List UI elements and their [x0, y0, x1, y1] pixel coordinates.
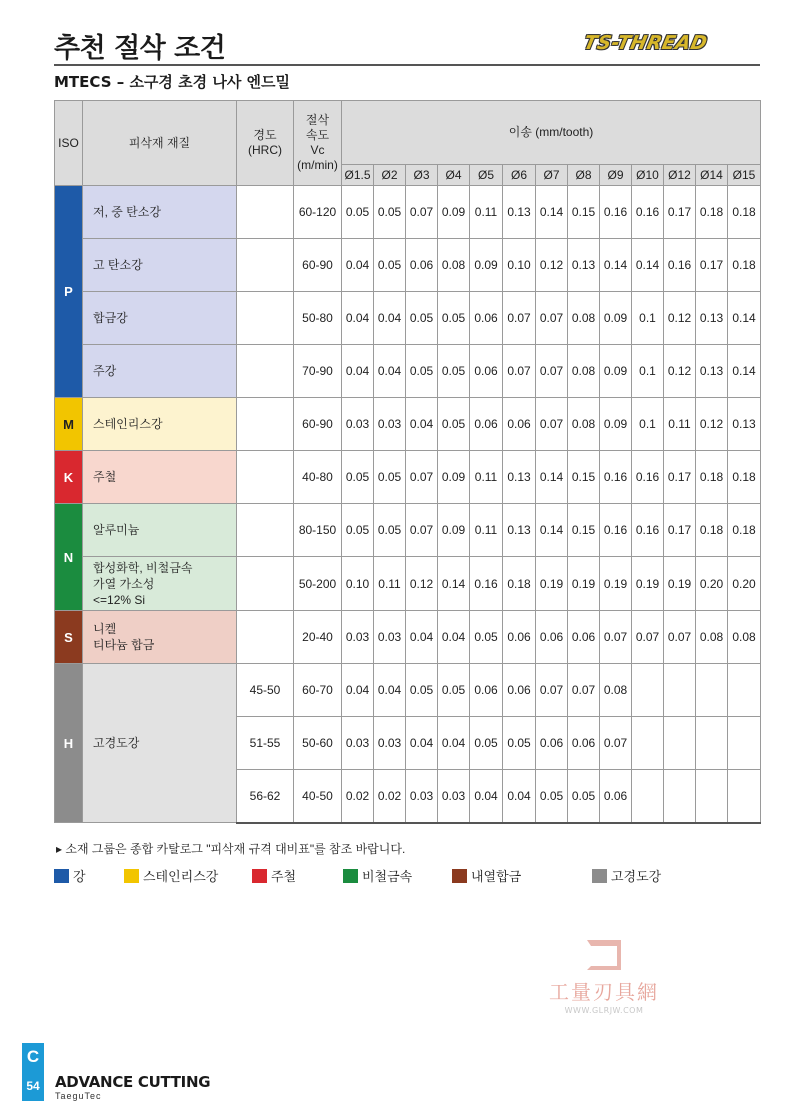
feed-value: 0.04: [406, 398, 438, 451]
material-name: 합금강: [83, 292, 237, 345]
cutting-speed-value: 80-150: [294, 504, 342, 557]
feed-value: 0.06: [470, 398, 503, 451]
cutting-speed-value: 60-90: [294, 398, 342, 451]
logo-subtext: TaeguTec: [55, 1091, 102, 1101]
feed-value: 0.07: [632, 611, 664, 664]
feed-value: 0.09: [600, 345, 632, 398]
feed-value: 0.05: [470, 611, 503, 664]
feed-value: 0.08: [696, 611, 728, 664]
feed-value: 0.05: [536, 770, 568, 823]
feed-value: [728, 770, 761, 823]
feed-value: 0.16: [600, 451, 632, 504]
feed-value: 0.07: [536, 398, 568, 451]
feed-value: 0.18: [696, 504, 728, 557]
feed-value: 0.13: [503, 186, 536, 239]
hardness-value: [237, 451, 294, 504]
feed-value: 0.05: [342, 451, 374, 504]
feed-value: 0.18: [696, 451, 728, 504]
hardness-value: [237, 504, 294, 557]
hardness-value: [237, 611, 294, 664]
feed-value: 0.20: [696, 557, 728, 611]
feed-value: [696, 664, 728, 717]
hardness-value: [237, 345, 294, 398]
feed-value: 0.13: [503, 504, 536, 557]
header-diameter: Ø3: [406, 165, 438, 186]
legend-item: [452, 866, 521, 885]
cutting-speed-value: 20-40: [294, 611, 342, 664]
feed-value: 0.04: [374, 664, 406, 717]
feed-value: 0.06: [470, 664, 503, 717]
feed-value: 0.07: [503, 345, 536, 398]
feed-value: 0.06: [568, 611, 600, 664]
material-name: 알루미늄: [83, 504, 237, 557]
table-row: [55, 557, 761, 611]
feed-value: 0.05: [374, 186, 406, 239]
feed-value: [728, 664, 761, 717]
feed-value: 0.08: [728, 611, 761, 664]
material-name: 주강: [83, 345, 237, 398]
feed-value: 0.03: [374, 398, 406, 451]
feed-value: 0.14: [728, 292, 761, 345]
hardness-value: [237, 398, 294, 451]
feed-value: 0.11: [470, 186, 503, 239]
table-row: [55, 664, 761, 717]
iso-group-n: N: [55, 504, 83, 611]
feed-value: 0.04: [438, 611, 470, 664]
feed-value: 0.05: [342, 186, 374, 239]
iso-group-k: K: [55, 451, 83, 504]
table-row: [55, 611, 761, 664]
table-row: [55, 186, 761, 239]
feed-value: 0.11: [470, 504, 503, 557]
legend-label: 스테인리스강: [143, 869, 219, 884]
feed-value: 0.03: [342, 717, 374, 770]
feed-value: 0.04: [342, 664, 374, 717]
feed-value: 0.07: [406, 504, 438, 557]
feed-value: 0.02: [342, 770, 374, 823]
feed-value: [664, 717, 696, 770]
header-diameter: Ø2: [374, 165, 406, 186]
header-iso: ISO: [55, 101, 83, 186]
legend-item: [343, 866, 412, 885]
feed-value: 0.04: [406, 717, 438, 770]
feed-value: [696, 770, 728, 823]
feed-value: 0.08: [438, 239, 470, 292]
feed-value: 0.05: [374, 451, 406, 504]
legend-item: [252, 866, 296, 885]
feed-value: 0.06: [503, 398, 536, 451]
feed-value: 0.08: [568, 292, 600, 345]
feed-value: 0.04: [406, 611, 438, 664]
feed-value: 0.05: [342, 504, 374, 557]
feed-value: 0.14: [600, 239, 632, 292]
feed-value: 0.05: [406, 664, 438, 717]
legend-item: [124, 866, 218, 885]
company-logo: [55, 1073, 210, 1101]
legend-swatch: [343, 869, 358, 883]
table-row: [55, 292, 761, 345]
feed-value: 0.05: [406, 345, 438, 398]
section-tab: [22, 1043, 44, 1101]
watermark-mark-icon: [587, 940, 621, 970]
header-diameter: Ø6: [503, 165, 536, 186]
feed-value: 0.13: [728, 398, 761, 451]
feed-value: 0.05: [503, 717, 536, 770]
feed-value: 0.17: [664, 451, 696, 504]
title-rule: [54, 64, 760, 66]
feed-value: [632, 770, 664, 823]
feed-value: 0.06: [568, 717, 600, 770]
header-diameter: Ø7: [536, 165, 568, 186]
header-material: 피삭재 재질: [83, 101, 237, 186]
feed-value: 0.06: [536, 717, 568, 770]
feed-value: 0.16: [470, 557, 503, 611]
feed-value: 0.05: [568, 770, 600, 823]
legend-item: [592, 866, 661, 885]
table-row: [55, 398, 761, 451]
hardness-value: 45-50: [237, 664, 294, 717]
feed-value: 0.16: [632, 451, 664, 504]
page-number: 54: [26, 1079, 40, 1093]
feed-value: 0.09: [438, 186, 470, 239]
feed-value: 0.14: [728, 345, 761, 398]
cutting-speed-value: 40-80: [294, 451, 342, 504]
feed-value: 0.06: [470, 345, 503, 398]
feed-value: 0.07: [536, 664, 568, 717]
feed-value: 0.06: [503, 664, 536, 717]
feed-value: 0.15: [568, 451, 600, 504]
feed-value: 0.19: [536, 557, 568, 611]
feed-value: [696, 717, 728, 770]
feed-value: 0.16: [632, 186, 664, 239]
feed-value: 0.05: [438, 292, 470, 345]
feed-value: [728, 717, 761, 770]
feed-value: 0.06: [406, 239, 438, 292]
feed-value: 0.03: [342, 611, 374, 664]
header-diameter: Ø8: [568, 165, 600, 186]
feed-value: 0.18: [728, 239, 761, 292]
header-diameter: Ø15: [728, 165, 761, 186]
iso-group-s: S: [55, 611, 83, 664]
material-name: 저, 중 탄소강: [83, 186, 237, 239]
feed-value: 0.20: [728, 557, 761, 611]
legend-swatch: [124, 869, 139, 883]
feed-value: 0.18: [696, 186, 728, 239]
feed-value: 0.18: [728, 451, 761, 504]
feed-value: 0.02: [374, 770, 406, 823]
feed-value: 0.11: [470, 451, 503, 504]
hardness-value: 56-62: [237, 770, 294, 823]
header-hardness: 경도 (HRC): [237, 101, 294, 186]
feed-value: 0.09: [600, 292, 632, 345]
reference-note: ▸ 소재 그룹은 종합 카탈로그 "피삭재 규격 대비표"를 참조 바랍니다.: [56, 842, 406, 856]
feed-value: 0.12: [664, 345, 696, 398]
feed-value: 0.08: [568, 345, 600, 398]
feed-value: 0.18: [728, 186, 761, 239]
material-name: 고 탄소강: [83, 239, 237, 292]
feed-value: 0.04: [374, 292, 406, 345]
material-name: 니켈 티타늄 합금: [83, 611, 237, 664]
legend-swatch: [452, 869, 467, 883]
table-row: [55, 239, 761, 292]
material-name: 스테인리스강: [83, 398, 237, 451]
watermark-url: WWW.GLRJW.COM: [564, 1006, 644, 1015]
feed-value: 0.09: [438, 451, 470, 504]
header-diameter: Ø1.5: [342, 165, 374, 186]
iso-group-h: H: [55, 664, 83, 823]
feed-value: 0.07: [536, 292, 568, 345]
feed-value: 0.05: [470, 717, 503, 770]
feed-value: 0.1: [632, 398, 664, 451]
feed-value: 0.12: [406, 557, 438, 611]
feed-value: 0.13: [696, 292, 728, 345]
header-diameter: Ø9: [600, 165, 632, 186]
feed-value: 0.05: [438, 345, 470, 398]
feed-value: 0.04: [342, 239, 374, 292]
feed-value: 0.03: [374, 717, 406, 770]
feed-value: [632, 717, 664, 770]
feed-value: 0.05: [374, 239, 406, 292]
legend-item: [54, 866, 86, 885]
feed-value: 0.09: [470, 239, 503, 292]
cutting-speed-value: 60-120: [294, 186, 342, 239]
feed-value: 0.04: [374, 345, 406, 398]
feed-value: 0.19: [568, 557, 600, 611]
section-letter: C: [26, 1047, 40, 1066]
header-feed: 이송 (mm/tooth): [342, 101, 761, 165]
feed-value: 0.07: [536, 345, 568, 398]
feed-value: 0.12: [664, 292, 696, 345]
feed-value: 0.07: [568, 664, 600, 717]
cutting-speed-value: 60-70: [294, 664, 342, 717]
material-name: 주철: [83, 451, 237, 504]
feed-value: 0.14: [536, 451, 568, 504]
feed-value: 0.03: [406, 770, 438, 823]
cutting-speed-value: 40-50: [294, 770, 342, 823]
feed-value: 0.12: [536, 239, 568, 292]
hardness-value: 51-55: [237, 717, 294, 770]
header-diameter: Ø14: [696, 165, 728, 186]
feed-value: 0.10: [503, 239, 536, 292]
feed-value: [664, 664, 696, 717]
table-row: [55, 504, 761, 557]
feed-value: 0.13: [503, 451, 536, 504]
logo-text: ADVANCE CUTTING: [55, 1073, 211, 1091]
header-cutting-speed: 절삭 속도 Vc (m/min): [294, 101, 342, 186]
cutting-speed-value: 60-90: [294, 239, 342, 292]
feed-value: 0.13: [568, 239, 600, 292]
feed-value: 0.14: [536, 186, 568, 239]
watermark-text: 工量刃具網: [549, 980, 659, 1004]
feed-value: 0.16: [632, 504, 664, 557]
feed-value: 0.08: [600, 664, 632, 717]
material-legend: [54, 866, 760, 884]
feed-value: 0.1: [632, 292, 664, 345]
feed-value: 0.09: [438, 504, 470, 557]
feed-value: 0.05: [406, 292, 438, 345]
feed-value: 0.07: [600, 611, 632, 664]
material-name: 합성화학, 비철금속 가열 가소성 <=12% Si: [83, 557, 237, 611]
hardness-value: [237, 186, 294, 239]
feed-value: 0.14: [632, 239, 664, 292]
feed-value: 0.09: [600, 398, 632, 451]
feed-value: 0.05: [438, 664, 470, 717]
cutting-speed-value: 50-60: [294, 717, 342, 770]
iso-group-m: M: [55, 398, 83, 451]
legend-swatch: [54, 869, 69, 883]
feed-value: 0.07: [406, 186, 438, 239]
feed-value: 0.06: [503, 611, 536, 664]
feed-value: 0.16: [664, 239, 696, 292]
feed-value: 0.18: [503, 557, 536, 611]
watermark: [536, 940, 672, 1020]
feed-value: 0.11: [664, 398, 696, 451]
hardness-value: [237, 557, 294, 611]
brand-logo: TS-THREAD: [581, 32, 710, 54]
feed-value: 0.06: [470, 292, 503, 345]
feed-value: 0.14: [536, 504, 568, 557]
header-diameter: Ø4: [438, 165, 470, 186]
feed-value: 0.08: [568, 398, 600, 451]
cutting-speed-value: 70-90: [294, 345, 342, 398]
feed-value: 0.05: [374, 504, 406, 557]
material-name: 고경도강: [83, 664, 237, 823]
feed-value: 0.17: [664, 504, 696, 557]
feed-value: 0.07: [406, 451, 438, 504]
feed-value: 0.03: [342, 398, 374, 451]
feed-value: 0.04: [342, 345, 374, 398]
feed-value: 0.15: [568, 504, 600, 557]
page-subtitle: MTECS – 소구경 초경 나사 엔드밀: [54, 73, 291, 91]
feed-value: 0.06: [600, 770, 632, 823]
feed-value: 0.10: [342, 557, 374, 611]
legend-label: 주철: [271, 869, 297, 884]
feed-value: 0.07: [600, 717, 632, 770]
legend-label: 강: [73, 869, 86, 884]
legend-label: 비철금속: [362, 869, 413, 884]
feed-value: 0.03: [374, 611, 406, 664]
feed-value: 0.16: [600, 186, 632, 239]
feed-value: 0.17: [696, 239, 728, 292]
feed-value: 0.12: [696, 398, 728, 451]
hardness-value: [237, 239, 294, 292]
cutting-speed-value: 50-80: [294, 292, 342, 345]
feed-value: 0.07: [664, 611, 696, 664]
legend-label: 고경도강: [611, 869, 662, 884]
feed-value: 0.05: [438, 398, 470, 451]
table-body: [55, 186, 761, 823]
feed-value: 0.11: [374, 557, 406, 611]
feed-value: 0.16: [600, 504, 632, 557]
feed-value: 0.04: [342, 292, 374, 345]
cutting-conditions-table: [54, 100, 761, 824]
legend-swatch: [252, 869, 267, 883]
header-diameter: Ø12: [664, 165, 696, 186]
feed-value: 0.04: [438, 717, 470, 770]
legend-swatch: [592, 869, 607, 883]
feed-value: 0.18: [728, 504, 761, 557]
header-diameter: Ø5: [470, 165, 503, 186]
feed-value: 0.17: [664, 186, 696, 239]
feed-value: 0.19: [632, 557, 664, 611]
page-title: 추천 절삭 조건: [54, 33, 226, 64]
hardness-value: [237, 292, 294, 345]
feed-value: 0.13: [696, 345, 728, 398]
feed-value: 0.04: [470, 770, 503, 823]
feed-value: [632, 664, 664, 717]
feed-value: 0.14: [438, 557, 470, 611]
feed-value: 0.15: [568, 186, 600, 239]
feed-value: 0.07: [503, 292, 536, 345]
table-row: [55, 451, 761, 504]
feed-value: 0.03: [438, 770, 470, 823]
feed-value: [664, 770, 696, 823]
feed-value: 0.04: [503, 770, 536, 823]
feed-value: 0.1: [632, 345, 664, 398]
feed-value: 0.19: [664, 557, 696, 611]
header-diameter: Ø10: [632, 165, 664, 186]
legend-label: 내열합금: [471, 869, 522, 884]
iso-group-p: P: [55, 186, 83, 398]
cutting-speed-value: 50-200: [294, 557, 342, 611]
feed-value: 0.06: [536, 611, 568, 664]
feed-value: 0.19: [600, 557, 632, 611]
table-row: [55, 345, 761, 398]
